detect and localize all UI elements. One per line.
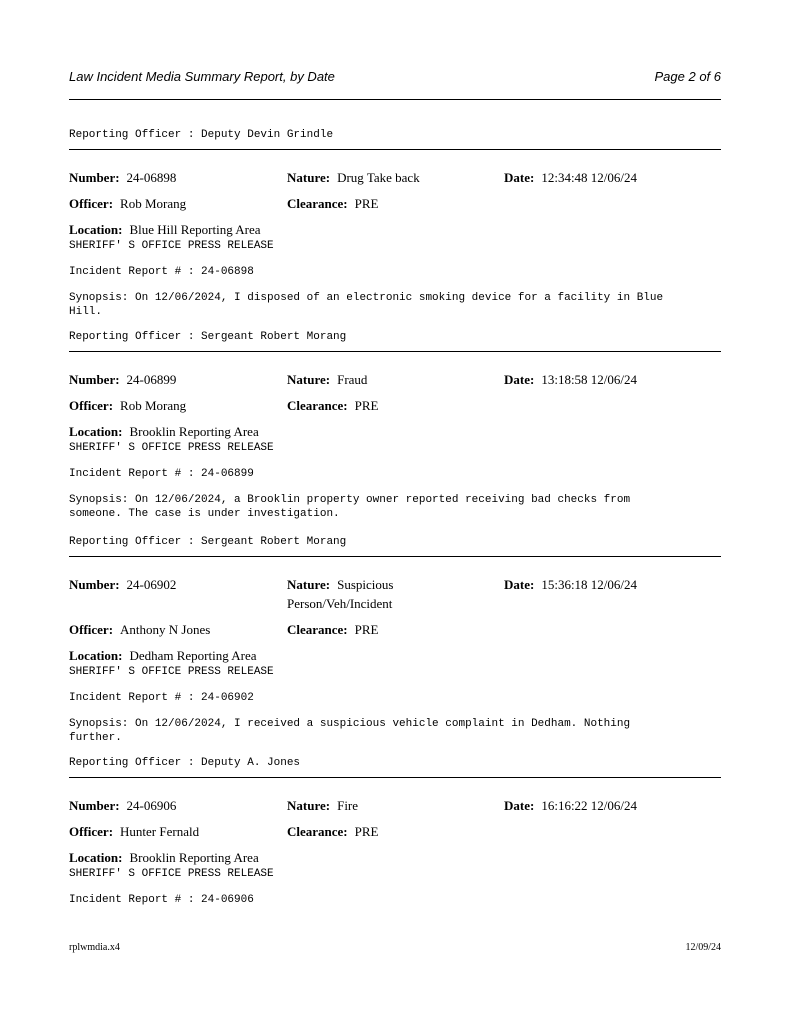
synopsis-line: Synopsis: On 12/06/2024, a Brooklin property owner reported receiving bad checks from	[69, 494, 631, 506]
incident-number-row	[69, 798, 176, 814]
press-release-line: SHERIFF' S OFFICE PRESS RELEASE	[69, 666, 274, 678]
synopsis-line: Synopsis: On 12/06/2024, I disposed of an electronic smoking device for a facility in Blue	[69, 292, 664, 304]
incident-nature: Drug Take back	[337, 170, 420, 185]
incident-nature: Suspicious	[337, 577, 394, 592]
footer-report-code: rplwmdia.x4	[69, 942, 120, 953]
carryover-reporting-officer: Reporting Officer : Deputy Devin Grindle	[69, 129, 334, 141]
incident-clearance: PRE	[354, 196, 379, 211]
incident-date-row	[504, 577, 637, 593]
synopsis-line: Hill.	[69, 306, 103, 318]
number-label: Number:	[69, 372, 120, 387]
reporting-officer-line: Reporting Officer : Sergeant Robert Morang	[69, 331, 347, 343]
nature-label: Nature:	[287, 577, 331, 592]
incident-date-row	[504, 372, 637, 388]
incident-clearance: PRE	[354, 824, 379, 839]
clearance-label: Clearance:	[287, 622, 348, 637]
incident-clearance-row	[287, 622, 378, 638]
incident-report-line: Incident Report # : 24-06906	[69, 894, 254, 906]
number-label: Number:	[69, 170, 120, 185]
incident-officer-row	[69, 196, 186, 212]
incident-report-line: Incident Report # : 24-06902	[69, 692, 254, 704]
header-divider	[69, 99, 721, 100]
incident-date-row	[504, 798, 637, 814]
nature-label: Nature:	[287, 170, 331, 185]
entry-divider	[69, 777, 721, 778]
incident-location: Brooklin Reporting Area	[129, 424, 259, 439]
incident-location-row	[69, 648, 257, 664]
press-release-line: SHERIFF' S OFFICE PRESS RELEASE	[69, 868, 274, 880]
date-label: Date:	[504, 577, 535, 592]
reporting-officer-line: Reporting Officer : Deputy A. Jones	[69, 757, 301, 769]
officer-label: Officer:	[69, 398, 114, 413]
clearance-label: Clearance:	[287, 196, 348, 211]
synopsis-line: someone. The case is under investigation.	[69, 508, 340, 520]
incident-number: 24-06906	[126, 798, 177, 813]
entry-divider	[69, 351, 721, 352]
incident-nature: Fraud	[337, 372, 368, 387]
clearance-label: Clearance:	[287, 398, 348, 413]
press-release-line: SHERIFF' S OFFICE PRESS RELEASE	[69, 240, 274, 252]
incident-officer-row	[69, 398, 186, 414]
nature-label: Nature:	[287, 798, 331, 813]
incident-officer: Hunter Fernald	[120, 824, 200, 839]
officer-label: Officer:	[69, 196, 114, 211]
date-label: Date:	[504, 372, 535, 387]
incident-location-row	[69, 424, 259, 440]
incident-clearance-row	[287, 196, 378, 212]
incident-location-row	[69, 222, 261, 238]
incident-date: 15:36:18 12/06/24	[541, 577, 638, 592]
number-label: Number:	[69, 798, 120, 813]
incident-nature-row	[287, 372, 367, 388]
incident-number-row	[69, 372, 176, 388]
incident-number: 24-06899	[126, 372, 177, 387]
reporting-officer-line: Reporting Officer : Sergeant Robert Morang	[69, 536, 347, 548]
incident-location: Dedham Reporting Area	[129, 648, 257, 663]
number-label: Number:	[69, 577, 120, 592]
incident-date-row	[504, 170, 637, 186]
incident-report-line: Incident Report # : 24-06899	[69, 468, 254, 480]
incident-number-row	[69, 577, 176, 593]
press-release-line: SHERIFF' S OFFICE PRESS RELEASE	[69, 442, 274, 454]
page-number: Page 2 of 6	[654, 69, 721, 84]
incident-location: Brooklin Reporting Area	[129, 850, 259, 865]
incident-location: Blue Hill Reporting Area	[129, 222, 261, 237]
date-label: Date:	[504, 798, 535, 813]
incident-clearance-row	[287, 398, 378, 414]
incident-date: 16:16:22 12/06/24	[541, 798, 638, 813]
incident-officer-row	[69, 622, 210, 638]
entry-divider	[69, 149, 721, 150]
incident-nature: Fire	[337, 798, 359, 813]
incident-nature-row	[287, 577, 393, 593]
nature-label: Nature:	[287, 372, 331, 387]
date-label: Date:	[504, 170, 535, 185]
synopsis-line: Synopsis: On 12/06/2024, I received a suspicious vehicle complaint in Dedham. Nothing	[69, 718, 631, 730]
location-label: Location:	[69, 648, 123, 663]
incident-number: 24-06902	[126, 577, 177, 592]
incident-nature-row	[287, 170, 420, 186]
officer-label: Officer:	[69, 622, 114, 637]
officer-label: Officer:	[69, 824, 114, 839]
incident-date: 13:18:58 12/06/24	[541, 372, 638, 387]
report-title: Law Incident Media Summary Report, by Date	[69, 69, 335, 84]
incident-number: 24-06898	[126, 170, 177, 185]
entry-divider	[69, 556, 721, 557]
incident-officer: Anthony N Jones	[120, 622, 211, 637]
location-label: Location:	[69, 850, 123, 865]
footer-print-date: 12/09/24	[685, 942, 721, 953]
incident-clearance: PRE	[354, 622, 379, 637]
incident-number-row	[69, 170, 176, 186]
location-label: Location:	[69, 424, 123, 439]
incident-clearance-row	[287, 824, 378, 840]
incident-officer: Rob Morang	[120, 398, 187, 413]
incident-date: 12:34:48 12/06/24	[541, 170, 638, 185]
incident-nature-continued: Person/Veh/Incident	[287, 596, 393, 611]
incident-nature-row	[287, 798, 358, 814]
incident-report-line: Incident Report # : 24-06898	[69, 266, 254, 278]
synopsis-line: further.	[69, 732, 122, 744]
incident-officer-row	[69, 824, 199, 840]
incident-location-row	[69, 850, 259, 866]
incident-officer: Rob Morang	[120, 196, 187, 211]
location-label: Location:	[69, 222, 123, 237]
clearance-label: Clearance:	[287, 824, 348, 839]
incident-clearance: PRE	[354, 398, 379, 413]
